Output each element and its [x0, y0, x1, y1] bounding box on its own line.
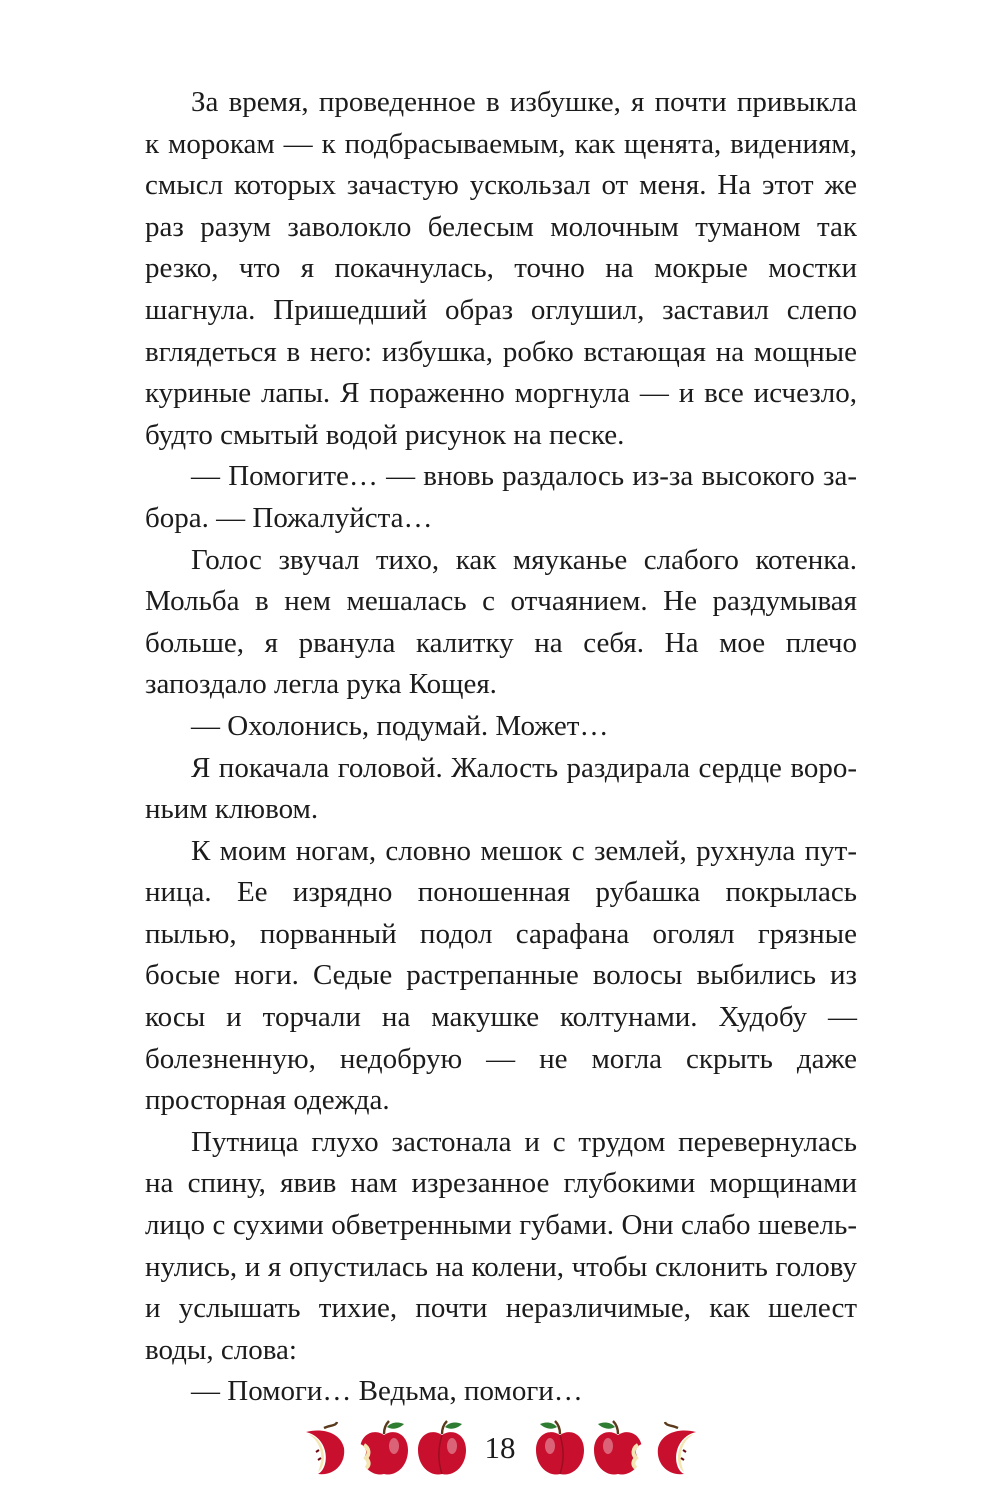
page-text	[145, 82, 857, 1413]
bitten-apple-icon	[588, 1418, 648, 1480]
page-footer	[0, 1418, 1000, 1482]
page-number: 18	[484, 1430, 516, 1465]
apple-core-icon	[646, 1418, 706, 1480]
paragraph: За время, проведенное в избушке, я почти привыкла к морокам — к подбрасываемым, как щенята, видениям, смысл которых зачастую ускользал от меня. На этот же раз разум заволокло белесым молочным туманом так резко, что я покачнулась, точно на мокрые мостки шагнула. Пришедший образ оглушил, заставил слепо вглядеться в него: избушка, робко встающая на мощные куриные лапы. Я пораженно моргнула — и все исчезло, будто смытый водой рисунок на песке.	[145, 86, 857, 451]
paragraph: — Охолонись, подумай. Может…	[191, 709, 609, 742]
paragraph: Путница глухо застонала и с трудом перевернулась на спину, явив нам изрезанное глубокими морщинами лицо с сухими обветренными губами. Они слабо шевельнулись, и я опустилась на колени, чтобы склонить голову и услышать тихие, почти неразличимые, как шелест воды, слова:	[145, 1125, 857, 1366]
apple-icon	[412, 1418, 472, 1480]
bitten-apple-icon	[354, 1418, 414, 1480]
paragraph: Я покачала головой. Жалость раздирала сердце вороньим клювом.	[145, 751, 857, 826]
apple-core-icon	[296, 1418, 356, 1480]
paragraph: — Помоги… Ведьма, помоги…	[191, 1375, 583, 1408]
paragraph: К моим ногам, словно мешок с землей, рухнула путница. Ее изрядно поношенная рубашка покрылась пылью, порванный подол сарафана оголял грязные босые ноги. Седые растрепанные волосы выбились из косы и торчали на макушке колтунами. Худобу — болезненную, недобрую — не могла скрыть даже просторная одежда.	[145, 834, 857, 1117]
paragraph: — Помогите… — вновь раздалось из-за высокого забора. — Пожалуйста…	[145, 460, 857, 534]
paragraph: Голос звучал тихо, как мяуканье слабого котенка. Мольба в нем мешалась с отчаянием. Не раздумывая больше, я рванула калитку на себя. На мое плечо запоздало легла рука Кощея.	[145, 543, 857, 701]
apple-icon	[530, 1418, 590, 1480]
